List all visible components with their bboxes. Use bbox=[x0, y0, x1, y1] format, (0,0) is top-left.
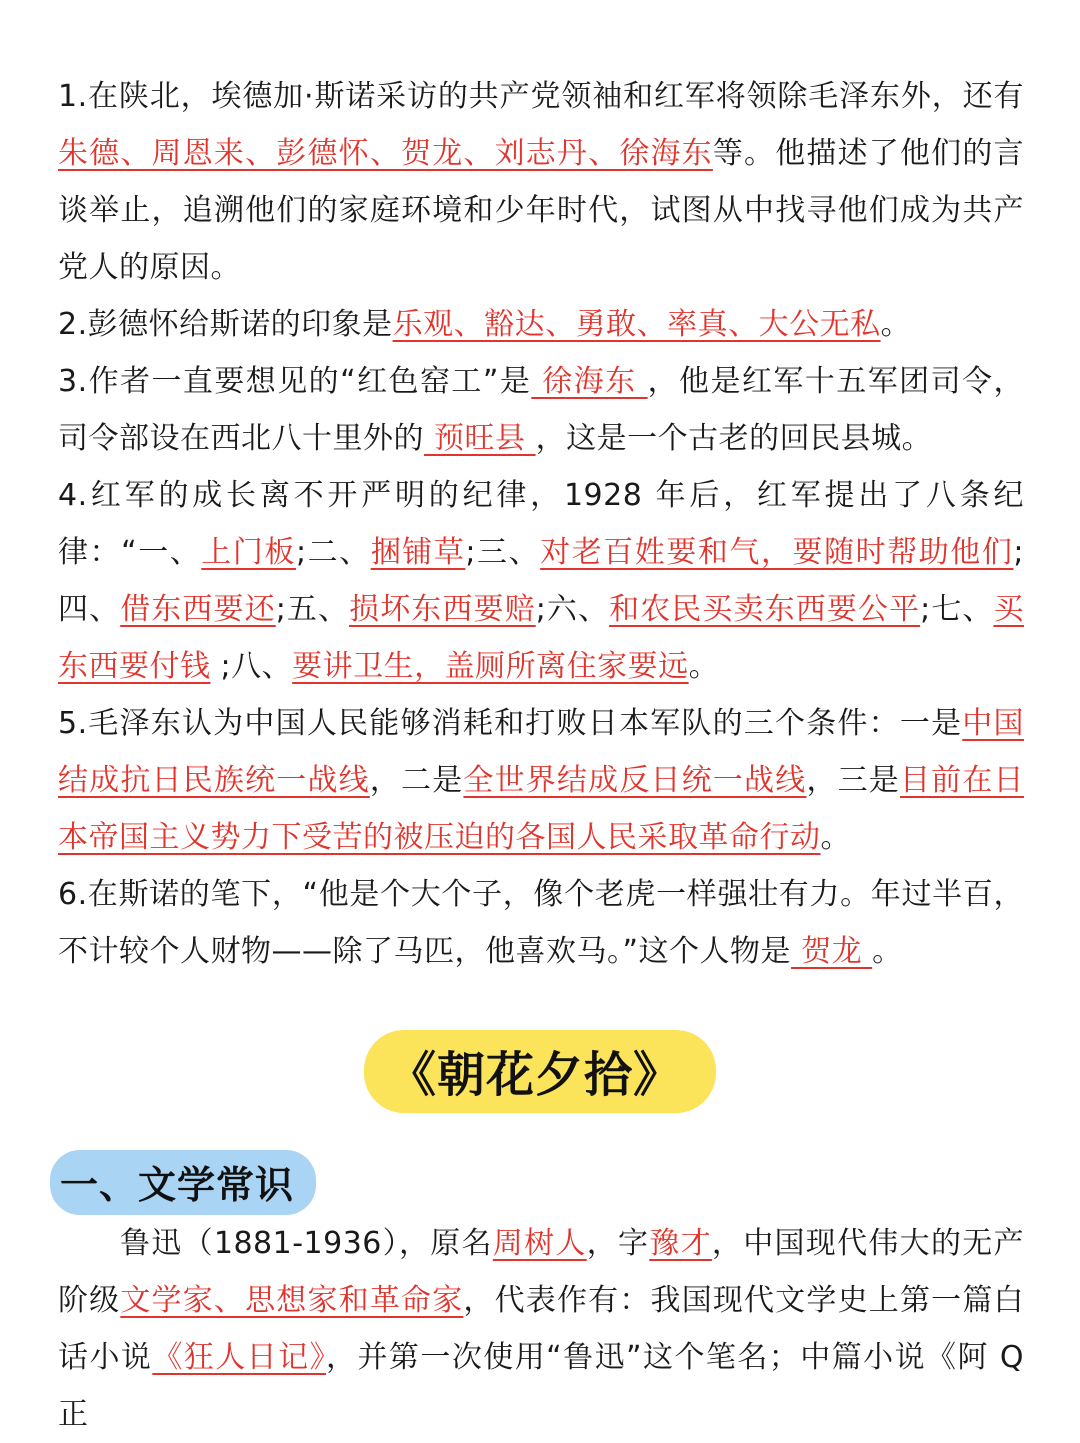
body-text: ，代表作有：我国现代文学史上第一篇白话小说 bbox=[58, 1283, 1025, 1375]
question-4 bbox=[58, 467, 1024, 695]
answer-text: 对老百姓要和气，要随时帮助他们 bbox=[540, 535, 1014, 570]
answer-text: 目前在日本帝国主义势力下受苦的被压迫的各国人民采取革命行动 bbox=[58, 763, 1025, 855]
question-text: ，这是一个古老的回民县城。 bbox=[535, 421, 933, 456]
answer-text: 文学家、思想家和革命家 bbox=[120, 1283, 464, 1318]
answer-text: 徐海东 bbox=[531, 364, 648, 399]
body-text: 鲁迅（1881-1936），原名 bbox=[120, 1226, 493, 1261]
question-text: ，三是 bbox=[806, 763, 900, 798]
question-text: ;五、 bbox=[275, 592, 350, 627]
question-text: 。 bbox=[688, 649, 720, 684]
question-text: 4.红军的成长离不开严明的纪律，1928 年后，红军提出了八条纪律：“一、 bbox=[58, 478, 1024, 570]
question-text: ，他是红军十五军团司令，司令部设在西北八十里外的 bbox=[58, 364, 1024, 456]
question-text: 6.在斯诺的笔下，“他是个大个子，像个老虎一样强壮有力。年过半百，不计较个人财物——除了马匹，他喜欢马。”这个人物是 bbox=[58, 877, 1024, 969]
book-title: 《朝花夕拾》 bbox=[364, 1030, 716, 1113]
answer-text: 朱德、周恩来、彭德怀、贺龙、刘志丹、徐海东 bbox=[58, 136, 713, 171]
answer-text: 捆铺草 bbox=[370, 535, 466, 570]
body-text: ，并第一次使用“鲁迅”这个笔名；中篇小说《阿 Q 正 bbox=[58, 1340, 1025, 1432]
book-title-row bbox=[0, 1030, 1080, 1113]
answer-text: 和农民买卖东西要公平 bbox=[609, 592, 921, 627]
answer-text: 乐观、豁达、勇敢、率真、大公无私 bbox=[392, 307, 881, 342]
question-list bbox=[58, 68, 1024, 980]
answer-text: 周树人 bbox=[492, 1226, 587, 1261]
author-intro bbox=[58, 1215, 1024, 1443]
question-text: 1.在陕北，埃德加·斯诺采访的共产党领袖和红军将领除毛泽东外，还有 bbox=[58, 79, 1024, 114]
question-text: ，二是 bbox=[369, 763, 464, 798]
question-text: 2.彭德怀给斯诺的印象是 bbox=[58, 307, 393, 342]
answer-text: 买东西要付钱 bbox=[58, 592, 1025, 684]
question-text: 。 bbox=[820, 820, 851, 855]
question-5 bbox=[58, 695, 1024, 866]
question-text: ;二、 bbox=[295, 535, 371, 570]
question-text: ;六、 bbox=[535, 592, 610, 627]
answer-text: 借东西要还 bbox=[120, 592, 276, 627]
section-heading: 一、文学常识 bbox=[50, 1150, 316, 1215]
answer-text: 损坏东西要赔 bbox=[349, 592, 536, 627]
question-text: ;七、 bbox=[920, 592, 994, 627]
answer-text: 中国结成抗日民族统一战线 bbox=[58, 706, 1025, 798]
answer-text: 豫才 bbox=[649, 1226, 712, 1261]
question-1 bbox=[58, 68, 1024, 296]
question-text: 。 bbox=[872, 934, 903, 969]
question-3 bbox=[58, 353, 1024, 467]
question-text: 3.作者一直要想见的“红色窑工”是 bbox=[58, 364, 532, 399]
question-text: ;四、 bbox=[58, 535, 1025, 627]
body-text: ，中国现代伟大的无产阶级 bbox=[58, 1226, 1025, 1318]
question-text: 。 bbox=[880, 307, 912, 342]
answer-text: 上门板 bbox=[201, 535, 296, 570]
answer-text: 全世界结成反日统一战线 bbox=[463, 763, 807, 798]
body-text: ，字 bbox=[586, 1226, 650, 1261]
answer-text: 贺龙 bbox=[791, 934, 873, 969]
question-text: ;八、 bbox=[210, 649, 293, 684]
answer-text: 要讲卫生，盖厕所离住家要远 bbox=[292, 649, 689, 684]
answer-text: 预旺县 bbox=[424, 421, 536, 456]
answer-text: 《狂人日记》 bbox=[152, 1340, 327, 1375]
question-2 bbox=[58, 296, 1024, 353]
section-body bbox=[58, 1215, 1024, 1443]
question-6 bbox=[58, 866, 1024, 980]
question-text: 等。他描述了他们的言谈举止，追溯他们的家庭环境和少年时代，试图从中找寻他们成为共产党人的原因。 bbox=[58, 136, 1025, 285]
question-text: ;三、 bbox=[465, 535, 541, 570]
question-text: 5.毛泽东认为中国人民能够消耗和打败日本军队的三个条件：一是 bbox=[58, 706, 963, 741]
